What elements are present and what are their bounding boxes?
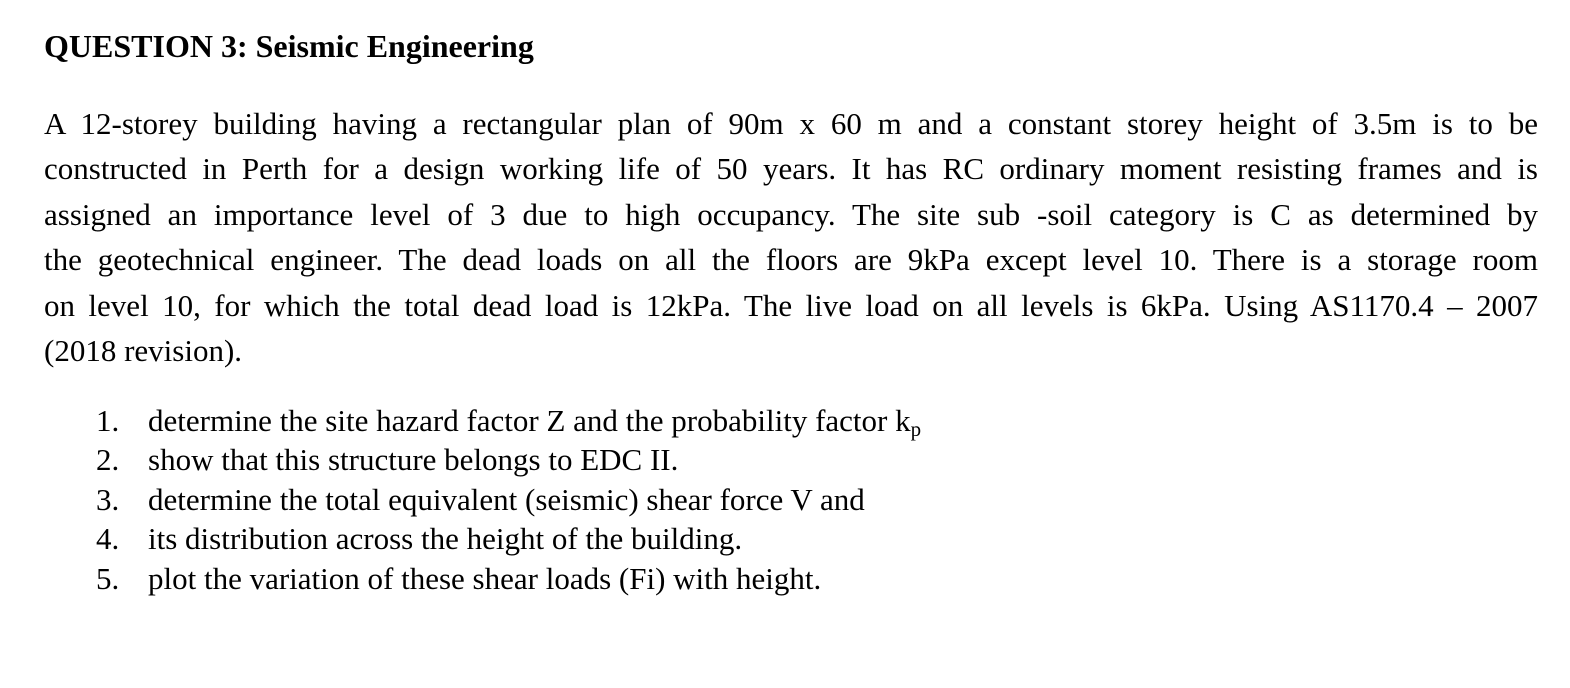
subscript-p: p <box>910 417 922 441</box>
list-item <box>96 559 921 598</box>
paragraph-line: A 12-storey building having a rectangular plan of 90m x 60 m and a constant storey height of 3.5m is to be <box>44 106 1538 141</box>
question-paragraph <box>44 101 1538 373</box>
task-list <box>96 401 921 598</box>
paragraph-line: on level 10, for which the total dead load is 12kPa. The live load on all levels is 6kPa. Using AS1170.4 – 2007 <box>44 287 1538 323</box>
list-item <box>96 440 921 479</box>
list-number: 1. <box>96 403 120 438</box>
list-item-text: plot the variation of these shear loads (Fi) with height. <box>148 560 822 596</box>
question-heading: QUESTION 3: Seismic Engineering <box>44 28 534 64</box>
list-number: 4. <box>96 521 120 557</box>
list-item-text: show that this structure belongs to EDC II. <box>148 442 679 478</box>
list-item <box>96 480 921 519</box>
list-item-text: its distribution across the height of the building. <box>148 521 743 557</box>
paragraph-line: assigned an importance level of 3 due to high occupancy. The site sub -soil category is C as determined by <box>44 196 1538 232</box>
list-item <box>96 519 921 558</box>
list-number: 2. <box>96 442 120 478</box>
list-item-text <box>148 401 921 440</box>
list-number: 5. <box>96 560 120 596</box>
list-item-text: determine the total equivalent (seismic) shear force V and <box>148 481 865 517</box>
paragraph-line: constructed in Perth for a design working life of 50 years. It has RC ordinary moment resisting frames and is <box>44 151 1538 187</box>
list-item <box>96 401 921 440</box>
list-number: 3. <box>96 481 120 517</box>
paragraph-line: the geotechnical engineer. The dead loads on all the floors are 9kPa except level 10. There is a storage room <box>44 242 1538 278</box>
list-item-main-text: determine the site hazard factor Z and the probability factor k <box>148 403 911 438</box>
paragraph-line: (2018 revision). <box>44 333 243 369</box>
